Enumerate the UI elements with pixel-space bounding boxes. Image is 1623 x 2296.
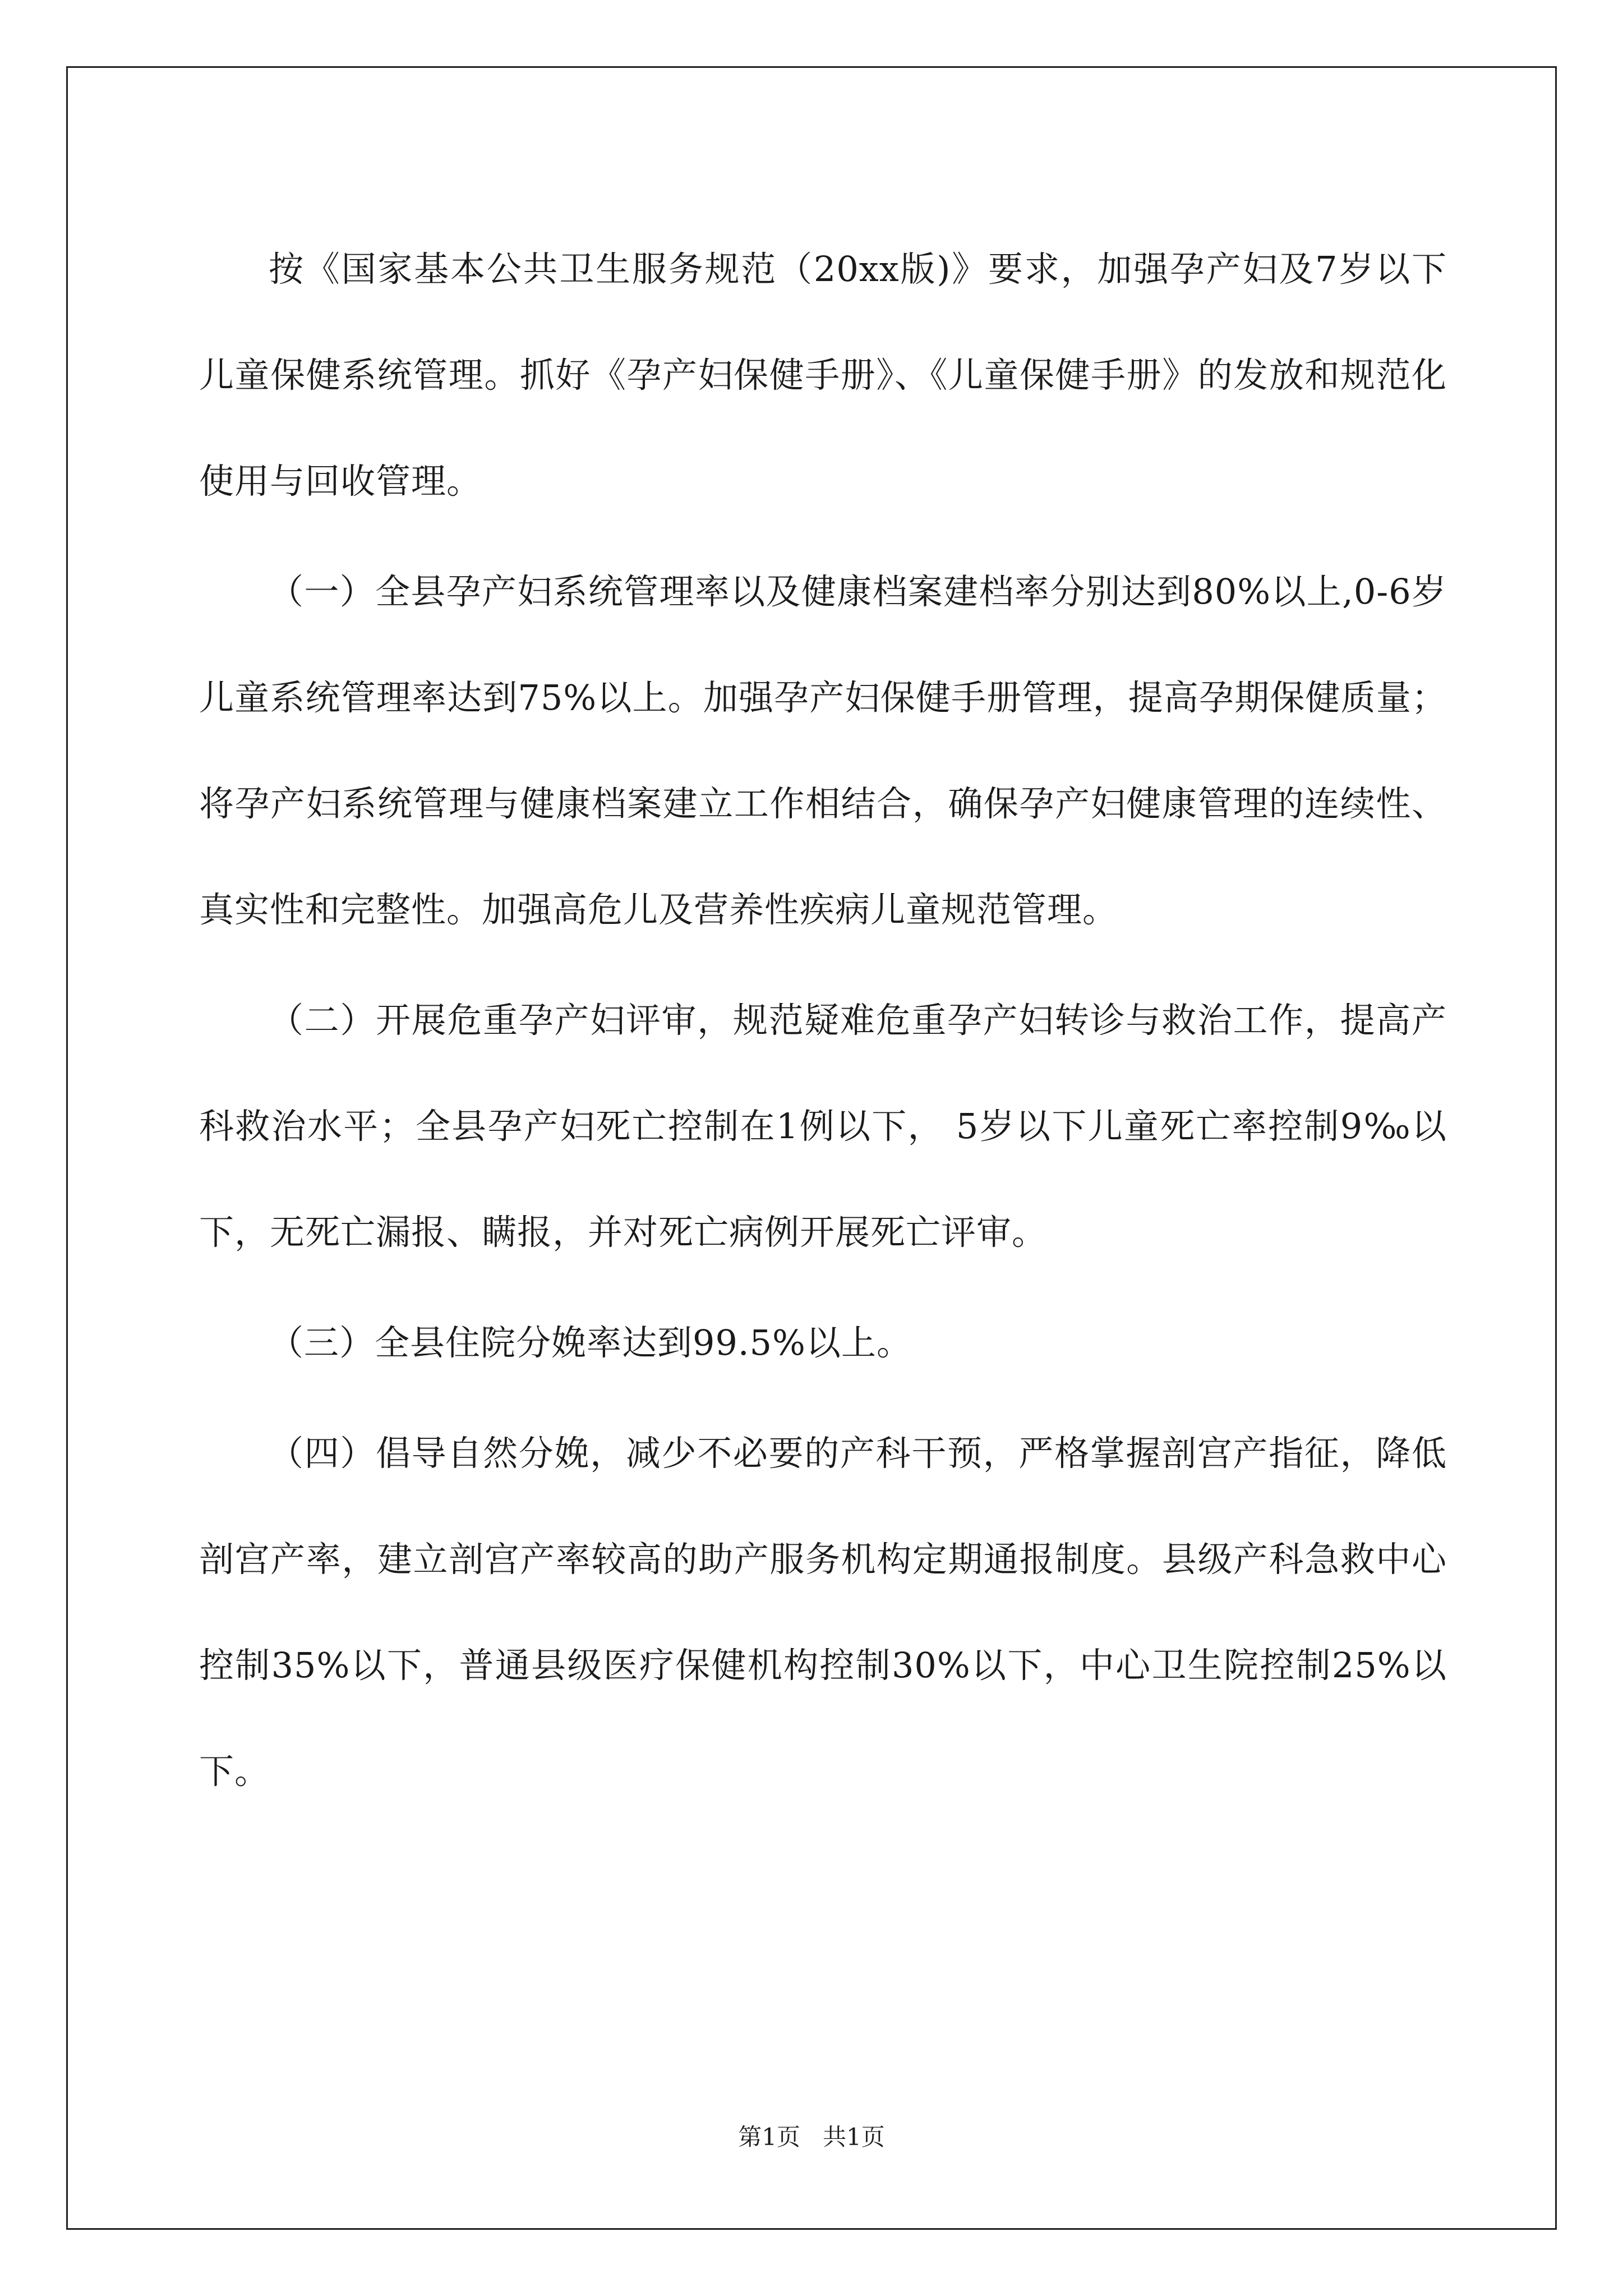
paragraph-item-1: （一）全县孕产妇系统管理率以及健康档案建档率分别达到80%以上,0-6岁儿童系统管理率达到75%以上。加强孕产妇保健手册管理，提高孕期保健质量；将孕产妇系统管理与健康档案建立工作相结合，确保孕产妇健康管理的连续性、真实性和完整性。加强高危儿及营养性疾病儿童规范管理。	[199, 571, 1447, 930]
paragraph-intro: 按《国家基本公共卫生服务规范（20xx版)》要求，加强孕产妇及7岁以下儿童保健系统管理。抓好《孕产妇保健手册》、《儿童保健手册》的发放和规范化使用与回收管理。	[199, 249, 1447, 501]
paragraph-item-2: （二）开展危重孕产妇评审，规范疑难危重孕产妇转诊与救治工作，提高产科救治水平；全县孕产妇死亡控制在1例以下， 5岁以下儿童死亡率控制9‰以下，无死亡漏报、瞒报，并对死亡病例开展死亡评审。	[199, 1000, 1447, 1253]
document-body	[199, 216, 1447, 1829]
page-number: 第1页	[738, 2123, 800, 2151]
page-footer	[0, 2120, 1623, 2154]
paragraph-item-3: （三）全县住院分娩率达到99.5%以上。	[269, 1322, 912, 1363]
page-total: 共1页	[823, 2123, 885, 2151]
paragraph-item-4: （四）倡导自然分娩，减少不必要的产科干预，严格掌握剖宫产指征，降低剖宫产率，建立剖宫产率较高的助产服务机构定期通报制度。县级产科急救中心控制35%以下，普通县级医疗保健机构控制30%以下，中心卫生院控制25%以下。	[199, 1433, 1447, 1792]
